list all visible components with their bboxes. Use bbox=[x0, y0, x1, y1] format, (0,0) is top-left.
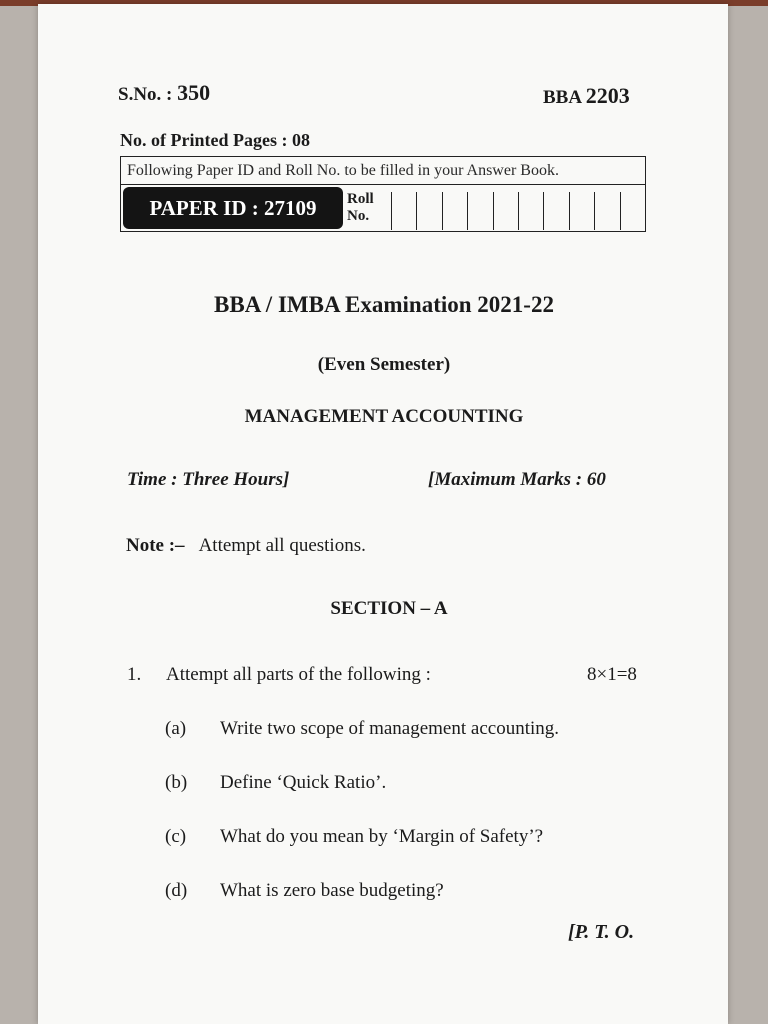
roll-number-cell bbox=[392, 192, 417, 230]
roll-number-cell bbox=[570, 192, 595, 230]
part-label: (c) bbox=[165, 826, 187, 847]
roll-number-cell bbox=[621, 192, 645, 230]
course-code bbox=[543, 83, 630, 109]
please-turn-over: [P. T. O. bbox=[568, 921, 635, 943]
roll-number-cells bbox=[391, 192, 645, 230]
question-text: Attempt all parts of the following : bbox=[166, 664, 431, 685]
course-code-prefix: BBA bbox=[543, 87, 582, 108]
subject-title: MANAGEMENT ACCOUNTING bbox=[244, 406, 524, 427]
exam-title: BBA / IMBA Examination 2021-22 bbox=[214, 292, 554, 317]
serial-number-value: 350 bbox=[177, 80, 211, 105]
maximum-marks: [Maximum Marks : 60 bbox=[428, 469, 606, 490]
note bbox=[126, 535, 366, 557]
roll-number-cell bbox=[544, 192, 569, 230]
roll-label-line2: No. bbox=[347, 208, 370, 224]
serial-number bbox=[118, 80, 210, 106]
paper-id-badge: PAPER ID : 27109 bbox=[123, 187, 343, 229]
question-marks: 8×1=8 bbox=[587, 664, 637, 685]
section-heading: SECTION – A bbox=[330, 598, 448, 619]
paper-id-box bbox=[120, 156, 646, 232]
part-text: What do you mean by ‘Margin of Safety’? bbox=[220, 826, 544, 847]
part-text: What is zero base budgeting? bbox=[220, 880, 444, 901]
roll-number-cell bbox=[417, 192, 442, 230]
part-label: (d) bbox=[165, 880, 188, 901]
semester: (Even Semester) bbox=[317, 354, 451, 375]
roll-number-cell bbox=[519, 192, 544, 230]
note-label: Note :– bbox=[126, 535, 185, 556]
serial-number-label: S.No. : bbox=[118, 84, 173, 105]
answer-book-instruction: Following Paper ID and Roll No. to be filled in your Answer Book. bbox=[121, 157, 645, 185]
roll-number-cell bbox=[494, 192, 519, 230]
part-label: (a) bbox=[165, 718, 187, 739]
course-code-value: 2203 bbox=[585, 83, 630, 108]
roll-number-cell bbox=[595, 192, 620, 230]
part-label: (b) bbox=[165, 772, 188, 793]
question-number: 1. bbox=[127, 664, 142, 685]
note-text: Attempt all questions. bbox=[198, 535, 366, 556]
exam-duration: Time : Three Hours] bbox=[127, 469, 290, 490]
roll-number-cell bbox=[443, 192, 468, 230]
printed-pages: No. of Printed Pages : 08 bbox=[120, 130, 310, 150]
roll-number-cell bbox=[468, 192, 493, 230]
part-text: Write two scope of management accounting. bbox=[220, 718, 560, 739]
part-text: Define ‘Quick Ratio’. bbox=[220, 772, 387, 793]
roll-label-line1: Roll bbox=[347, 191, 374, 207]
roll-number-label bbox=[347, 187, 391, 235]
